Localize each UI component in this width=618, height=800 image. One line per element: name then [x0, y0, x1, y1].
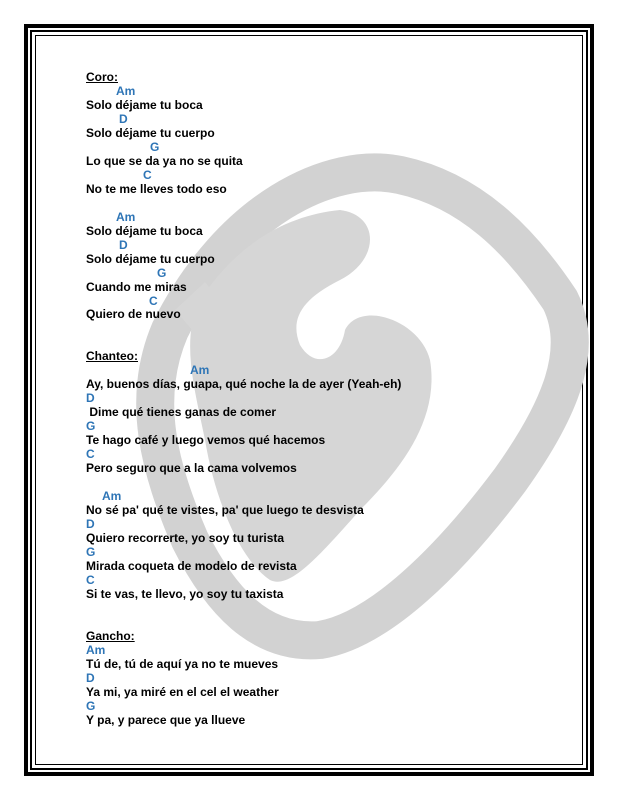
- lyric-line: Pero seguro que a la cama volvemos: [86, 461, 297, 476]
- lyric-line: Ya mi, ya miré en el cel el weather: [86, 684, 279, 699]
- chord: D: [86, 670, 95, 685]
- chord: C: [143, 167, 152, 182]
- lyric-line: Dime qué tienes ganas de comer: [86, 405, 277, 420]
- section-title-coro: Coro:: [86, 70, 118, 84]
- song-sheet: [86, 71, 401, 728]
- lyric-line: Tú de, tú de aquí ya no te mueves: [86, 656, 279, 671]
- chord: D: [119, 237, 128, 252]
- chord: C: [86, 572, 95, 587]
- lyric-line: Te hago café y luego vemos qué hacemos: [86, 433, 326, 448]
- lyric-line: Solo déjame tu cuerpo: [86, 125, 215, 140]
- chord: C: [149, 293, 158, 308]
- chord: Am: [102, 489, 122, 504]
- lyric-line: No sé pa' qué te vistes, pa' que luego te desvista: [86, 503, 364, 518]
- chord: G: [86, 544, 96, 559]
- chord: Am: [190, 363, 210, 378]
- chord: G: [150, 139, 160, 154]
- lyric-line: Solo déjame tu boca: [86, 223, 203, 238]
- lyric-line: Cuando me miras: [86, 279, 187, 294]
- section-title-chanteo: Chanteo:: [86, 349, 138, 364]
- lyric-line: Lo que se da ya no se quita: [86, 153, 243, 168]
- section-title-gancho: Gancho:: [86, 628, 135, 643]
- lyric-line: Quiero recorrerte, yo soy tu turista: [86, 530, 285, 545]
- lyric-line: Quiero de nuevo: [86, 307, 181, 322]
- chord: Am: [116, 209, 136, 224]
- lyric-line: No te me lleves todo eso: [86, 181, 227, 196]
- lyric-line: Solo déjame tu cuerpo: [86, 251, 215, 266]
- chord: Am: [86, 642, 106, 657]
- lyric-line: Ay, buenos días, guapa, qué noche la de ayer (Yeah-eh): [86, 377, 402, 392]
- chord: G: [86, 419, 96, 434]
- chord: D: [119, 111, 128, 126]
- lyric-line: Solo déjame tu boca: [86, 97, 203, 112]
- chord: G: [86, 698, 96, 713]
- chord: D: [86, 517, 95, 531]
- lyric-line: Si te vas, te llevo, yo soy tu taxista: [86, 586, 284, 601]
- chord: C: [86, 447, 95, 462]
- chord: G: [157, 265, 167, 280]
- chord: D: [86, 391, 95, 406]
- lyric-line: Y pa, y parece que ya llueve: [86, 712, 246, 727]
- lyric-line: Mirada coqueta de modelo de revista: [86, 558, 297, 573]
- chord: Am: [116, 83, 136, 98]
